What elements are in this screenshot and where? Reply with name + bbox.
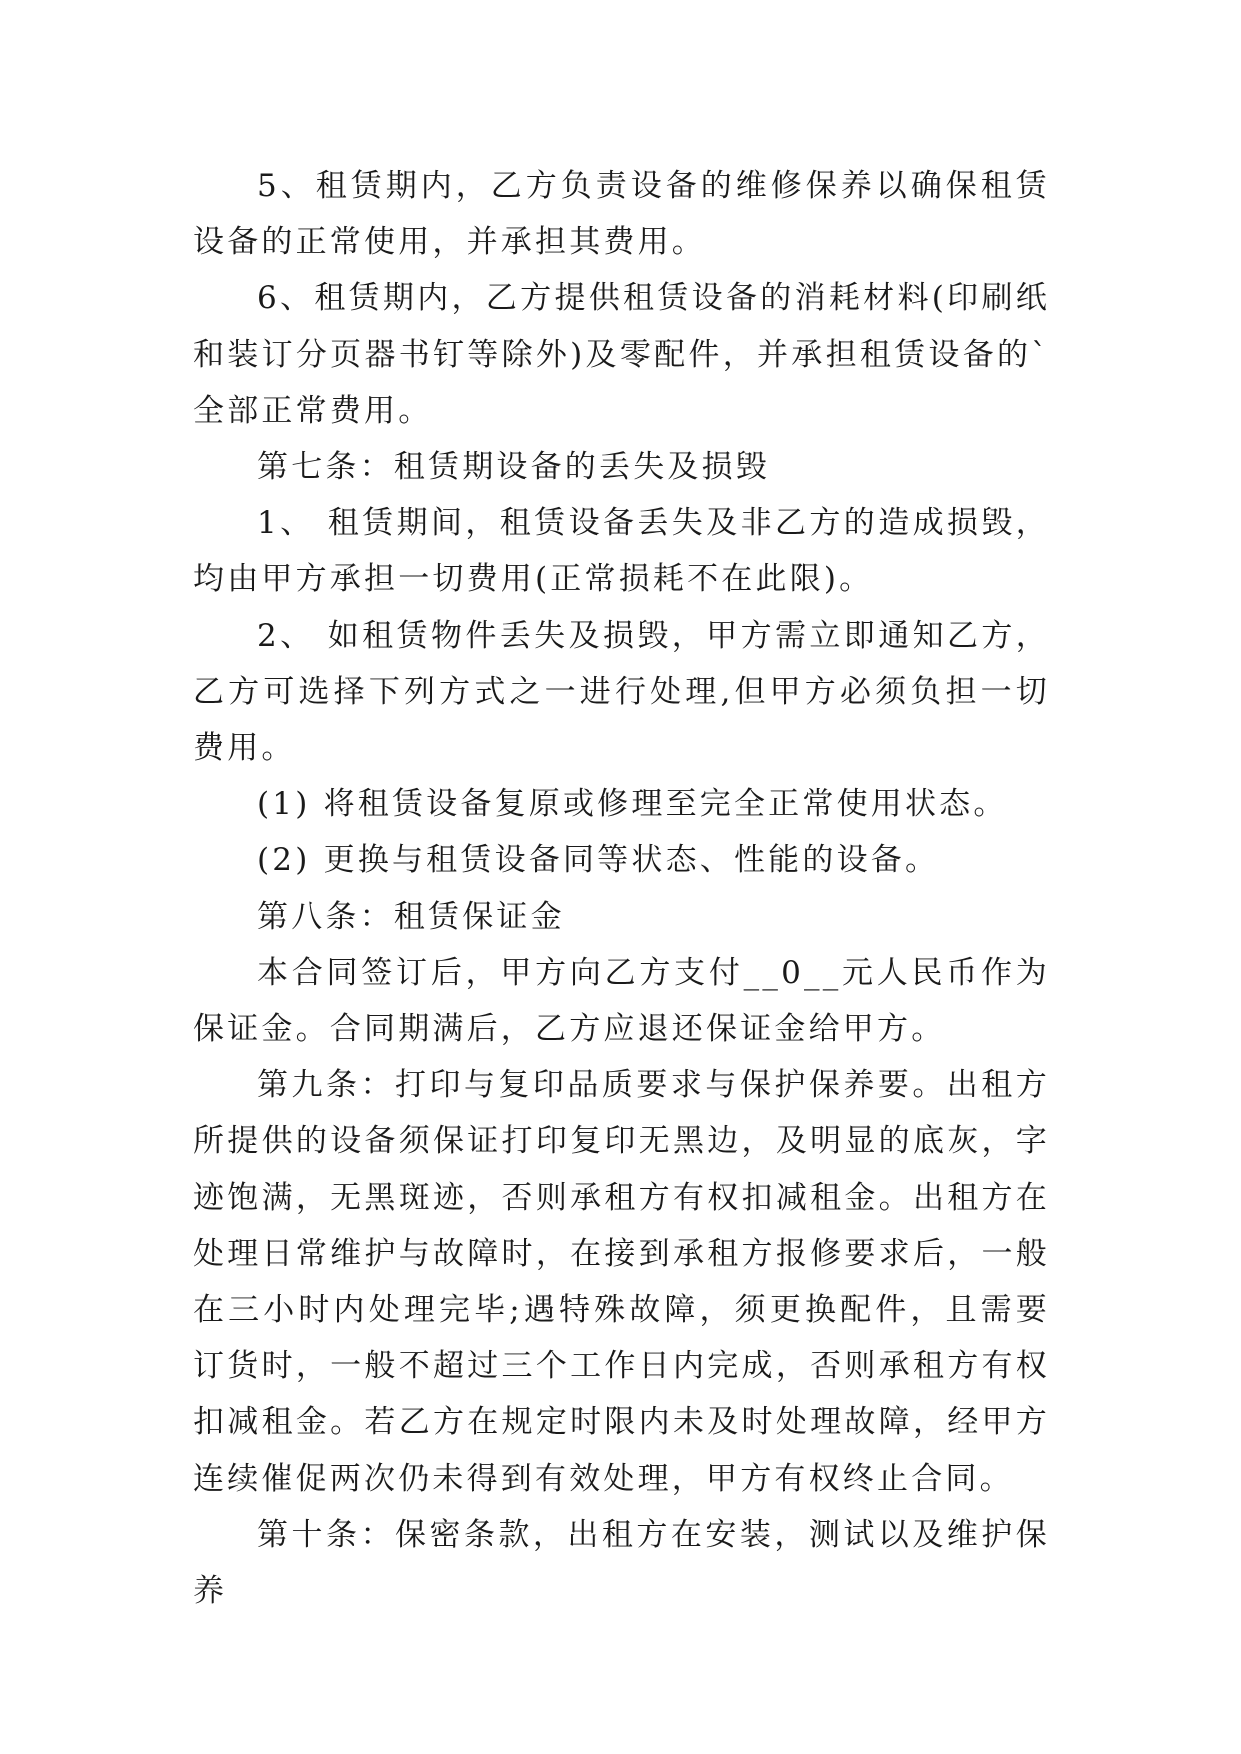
article-8-deposit-text: 本合同签订后，甲方向乙方支付__0__元人民币作为保证金。合同期满后，乙方应退还保证金给甲方。 <box>193 954 1050 1048</box>
clause-5-maintenance: 5、租赁期内，乙方负责设备的维修保养以确保租赁设备的正常使用，并承担其费用。 <box>193 168 1050 261</box>
article-7-option-2: (2) 更换与租赁设备同等状态、性能的设备。 <box>257 842 940 879</box>
article-7-item-1: 1、 租赁期间，租赁设备丢失及非乙方的造成损毁，均由甲方承担一切费用(正常损耗不在此限)。 <box>193 505 1050 598</box>
article-7-item-2: 2、 如租赁物件丢失及损毁，甲方需立即通知乙方，乙方可选择下列方式之一进行处理,但甲方必须负担一切费用。 <box>193 617 1050 767</box>
contract-body <box>193 158 1050 1619</box>
article-7-option-1: (1) 将租赁设备复原或修理至完全正常使用状态。 <box>257 786 1008 823</box>
article-10-confidentiality: 第十条：保密条款，出租方在安装，测试以及维护保养 <box>193 1516 1050 1610</box>
clause-6-consumables: 6、租赁期内，乙方提供租赁设备的消耗材料(印刷纸和装订分页器书钉等除外)及零配件，并承担租赁设备的`全部正常费用。 <box>193 280 1050 429</box>
article-7-heading: 第七条：租赁期设备的丢失及损毁 <box>257 449 770 486</box>
article-9-quality-requirements: 第九条：打印与复印品质要求与保护保养要。出租方所提供的设备须保证打印复印无黑边，及明显的底灰，字迹饱满，无黑斑迹，否则承租方有权扣减租金。出租方在处理日常维护与故障时，在接到承租方报修要求后，一般在三小时内处理完毕;遇特殊故障，须更换配件，且需要订货时，一般不超过三个工作日内完成，否则承租方有权扣减租金。若乙方在规定时限内未及时处理故障，经甲方连续催促两次仍未得到有效处理，甲方有权终止合同。 <box>193 1067 1050 1497</box>
article-8-heading: 第八条：租赁保证金 <box>257 898 565 935</box>
